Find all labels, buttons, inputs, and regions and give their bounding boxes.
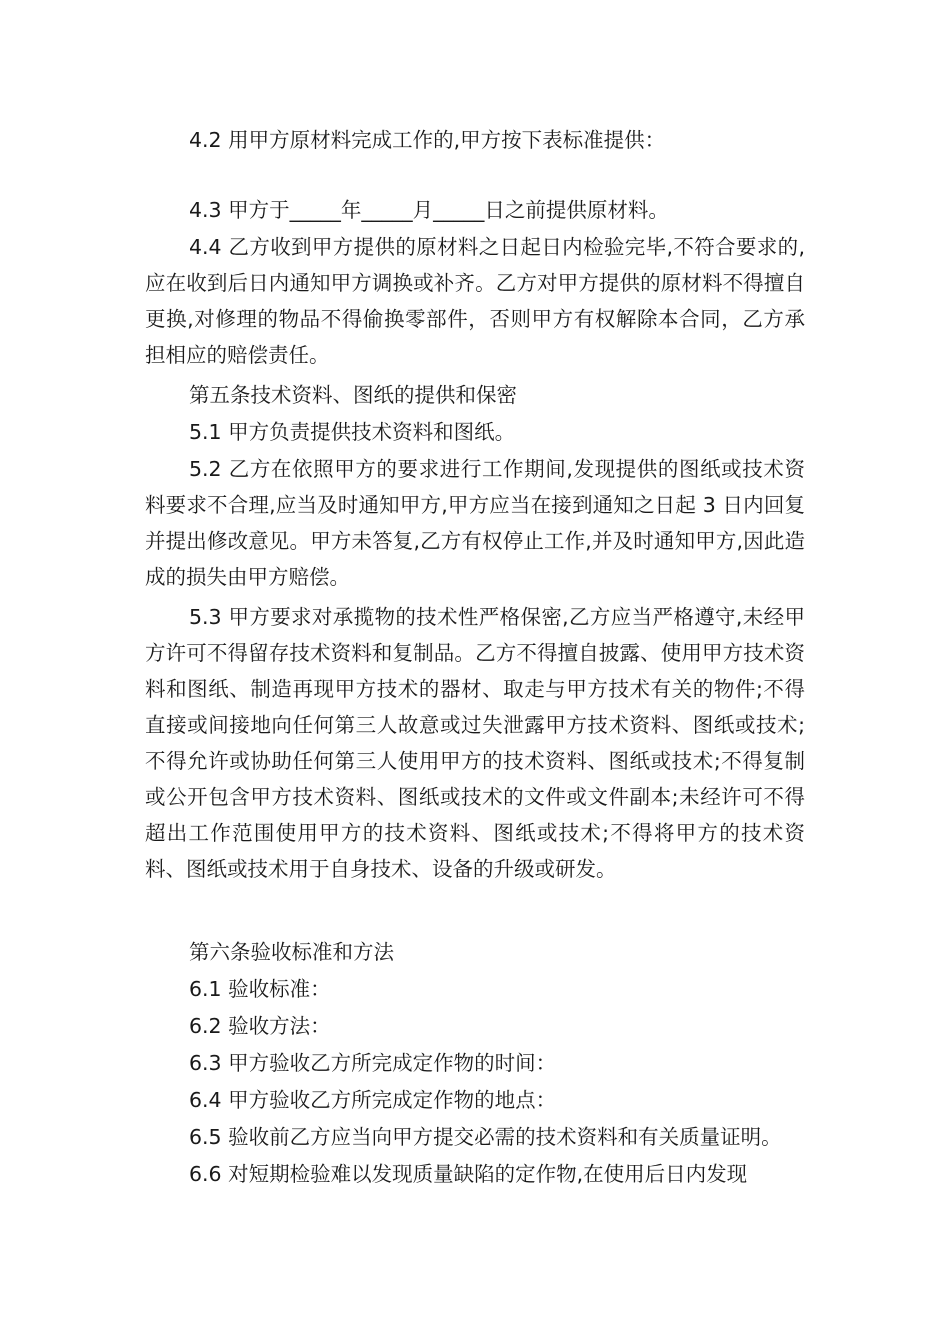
clause-5-1: 5.1 甲方负责提供技术资料和图纸。 bbox=[189, 420, 516, 444]
clause-6-3: 6.3 甲方验收乙方所完成定作物的时间： bbox=[189, 1051, 557, 1075]
clause-6-6: 6.6 对短期检验难以发现质量缺陷的定作物,在使用后日内发现 bbox=[189, 1162, 748, 1186]
clause-5-3: 5.3 甲方要求对承揽物的技术性严格保密,乙方应当严格遵守,未经甲方许可不得留存技术资料和复制品。乙方不得擅自披露、使用甲方技术资料和图纸、制造再现甲方技术的器材、取走与甲方技术有关的物件;不得直接或间接地向任何第三人故意或过失泄露甲方技术资料、图纸或技术;不得允许或协助任何第三人使用甲方的技术资料、图纸或技术;不得复制或公开包含甲方技术资料、图纸或技术的文件或文件副本;未经许可不得超出工作范围使用甲方的技术资料、图纸或技术;不得将甲方的技术资料、图纸或技术用于自身技术、设备的升级或研发。 bbox=[145, 605, 805, 881]
clause-6-1: 6.1 验收标准： bbox=[189, 977, 331, 1001]
section-5-heading: 第五条技术资料、图纸的提供和保密 bbox=[189, 383, 517, 407]
clause-4-3: 4.3 甲方于_____年_____月_____日之前提供原材料。 bbox=[189, 198, 669, 222]
clause-4-2: 4.2 用甲方原材料完成工作的,甲方按下表标准提供： bbox=[189, 128, 666, 152]
clause-6-2: 6.2 验收方法： bbox=[189, 1014, 331, 1038]
clause-6-4: 6.4 甲方验收乙方所完成定作物的地点： bbox=[189, 1088, 557, 1112]
clause-5-2: 5.2 乙方在依照甲方的要求进行工作期间,发现提供的图纸或技术资料要求不合理,应当及时通知甲方,甲方应当在接到通知之日起 3 日内回复并提出修改意见。甲方未答复,乙方有权停止工作,并及时通知甲方,因此造成的损失由甲方赔偿。 bbox=[145, 457, 805, 589]
section-6-heading: 第六条验收标准和方法 bbox=[189, 940, 394, 964]
clause-6-5: 6.5 验收前乙方应当向甲方提交必需的技术资料和有关质量证明。 bbox=[189, 1125, 782, 1149]
clause-4-4: 4.4 乙方收到甲方提供的原材料之日起日内检验完毕,不符合要求的,应在收到后日内通知甲方调换或补齐。乙方对甲方提供的原材料不得擅自更换,对修理的物品不得偷换零部件，否则甲方有权解除本合同，乙方承担相应的赔偿责任。 bbox=[145, 235, 805, 367]
